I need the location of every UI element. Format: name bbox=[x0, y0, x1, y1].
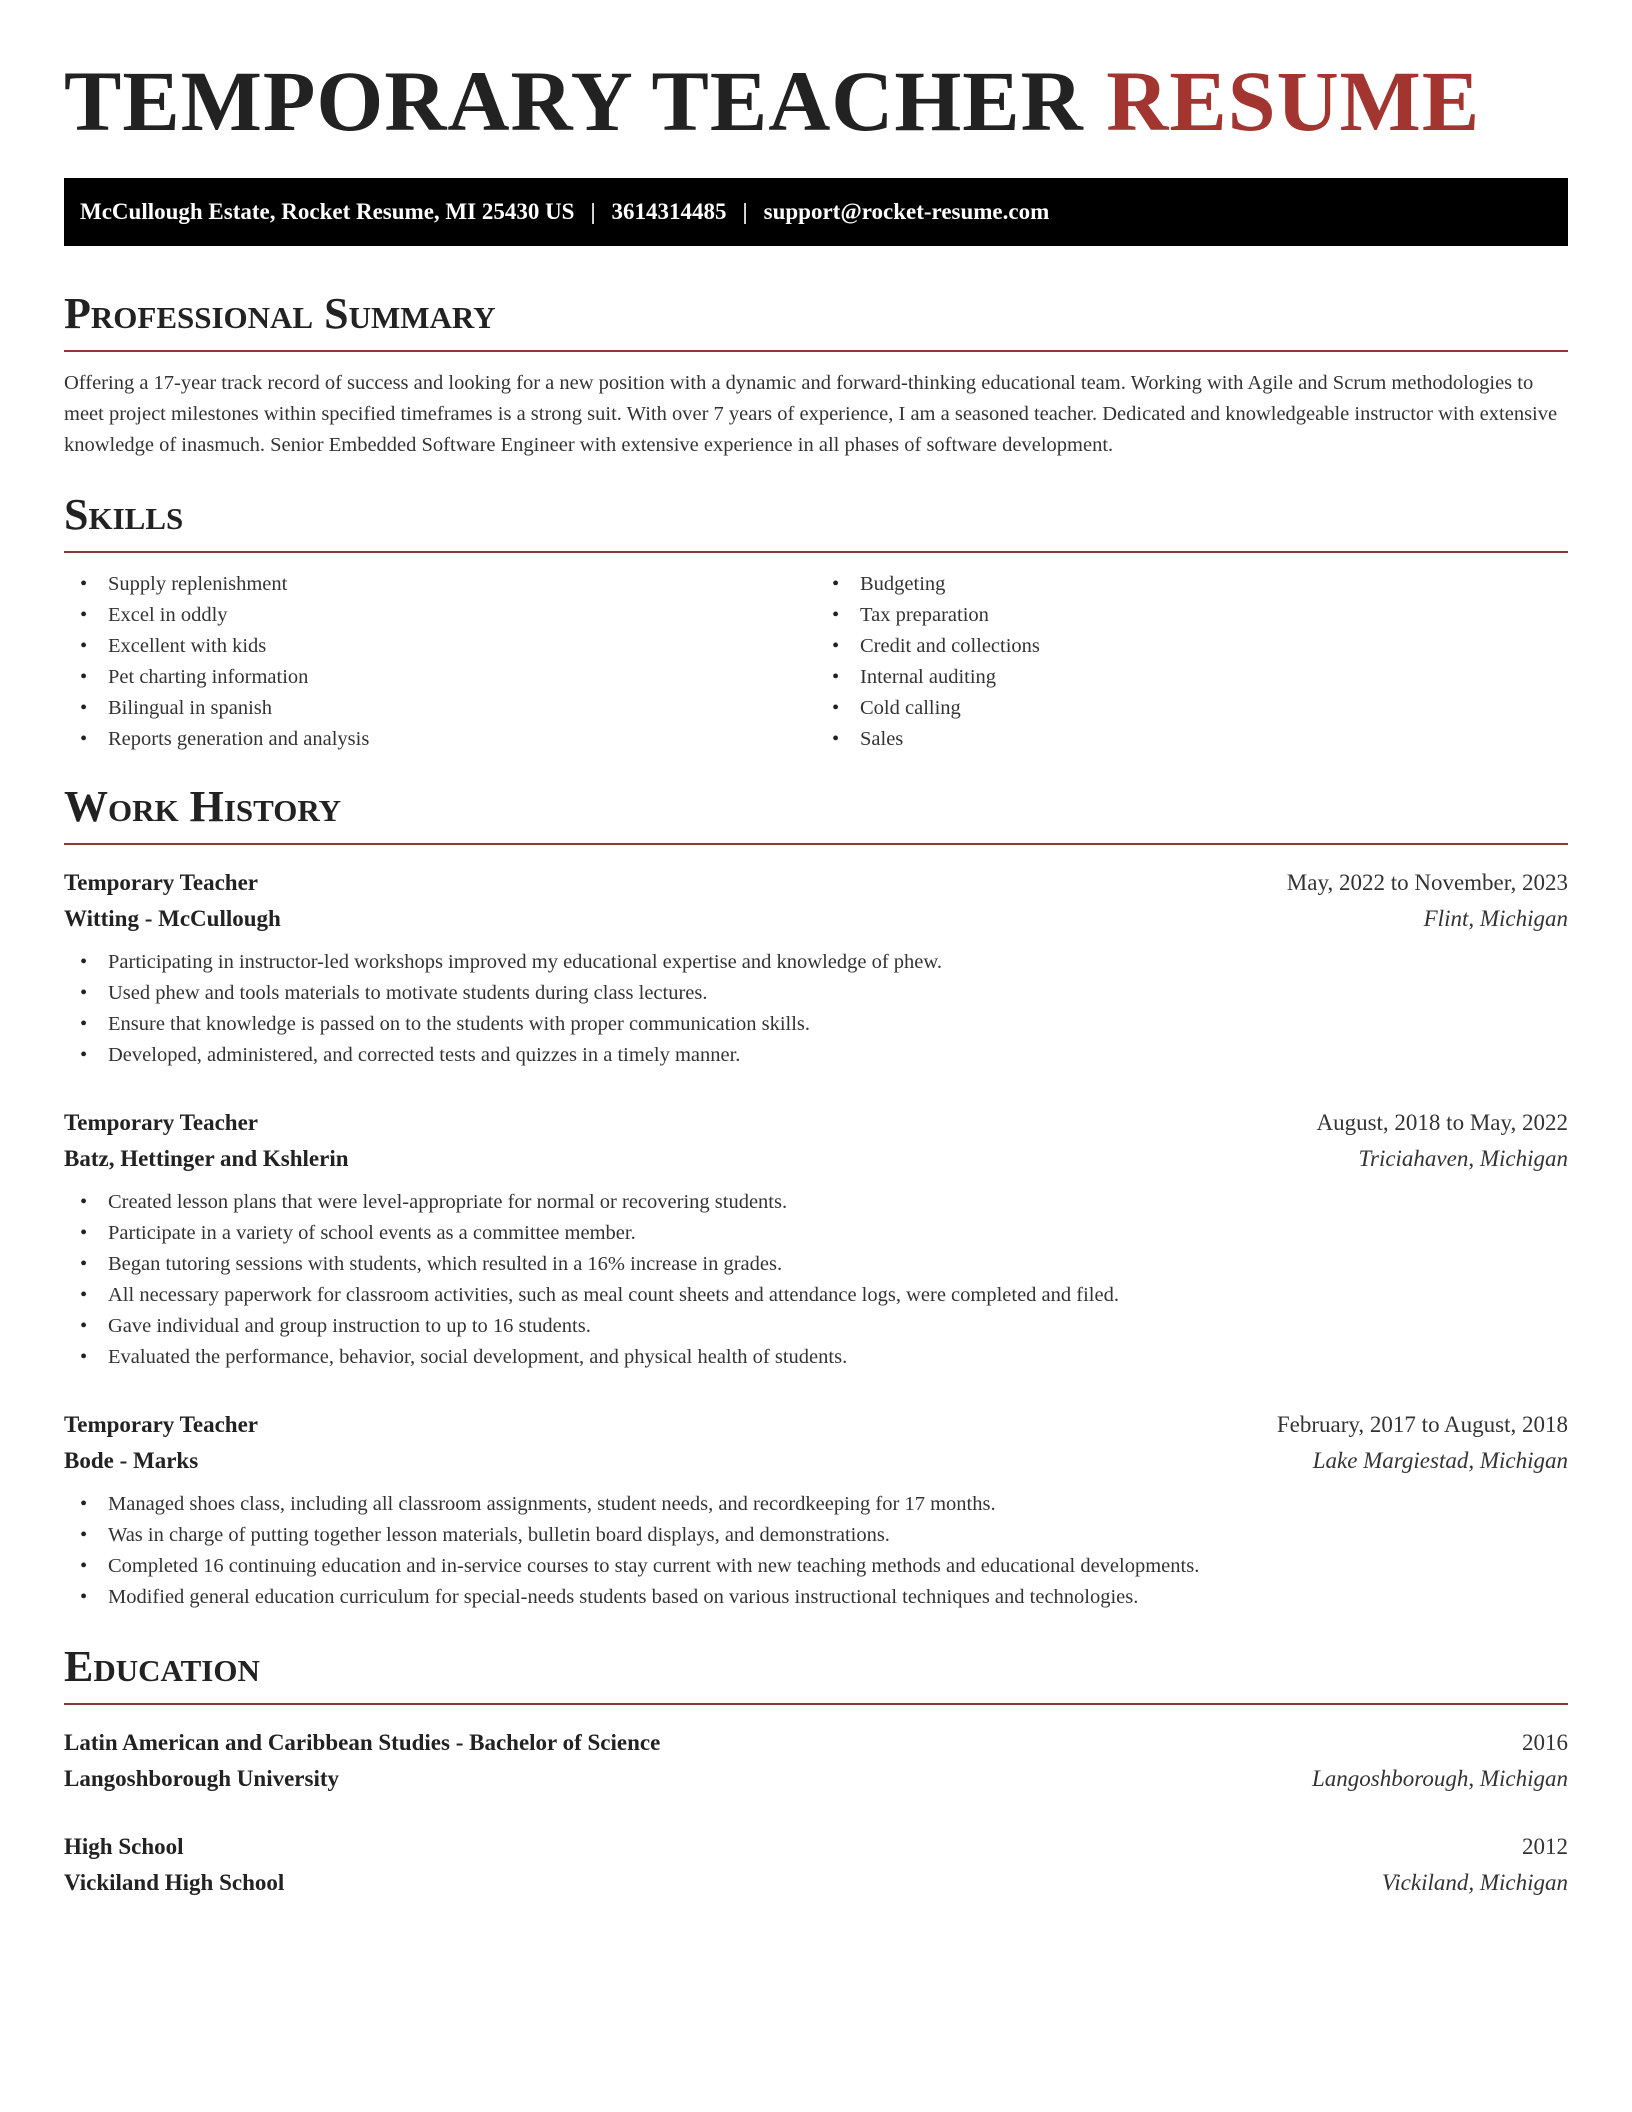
job-company: Witting - McCullough bbox=[64, 906, 281, 931]
contact-separator: | bbox=[590, 199, 596, 224]
job-bullet: • Managed shoes class, including all classroom assignments, student needs, and recordkeeping for 17 months. bbox=[64, 1489, 1568, 1520]
education-section bbox=[64, 1642, 1568, 1901]
job-bullet: • Gave individual and group instruction to up to 16 students. bbox=[64, 1311, 1568, 1342]
job-company-row bbox=[64, 1443, 1568, 1479]
job-bullet: • Participating in instructor-led workshops improved my educational expertise and knowledge of phew. bbox=[64, 947, 1568, 978]
skills-grid bbox=[64, 569, 1568, 755]
job-bullets bbox=[64, 1187, 1568, 1373]
skill-item: • Cold calling bbox=[816, 693, 1568, 724]
contact-email[interactable]: support@rocket-resume.com bbox=[763, 199, 1050, 224]
job-dates: May, 2022 to November, 2023 bbox=[1286, 870, 1568, 895]
education-school-row bbox=[64, 1761, 1568, 1797]
job-header-row bbox=[64, 1105, 1568, 1141]
contact-bar bbox=[64, 178, 1568, 246]
education-entry bbox=[64, 1725, 1568, 1797]
education-location: Langoshborough, Michigan bbox=[1312, 1766, 1568, 1791]
education-location: Vickiland, Michigan bbox=[1381, 1870, 1568, 1895]
education-school: Langoshborough University bbox=[64, 1766, 340, 1791]
education-year: 2012 bbox=[1522, 1834, 1568, 1859]
education-degree-row bbox=[64, 1725, 1568, 1761]
skill-item: • Pet charting information bbox=[64, 662, 816, 693]
job-location: Flint, Michigan bbox=[1423, 906, 1568, 931]
job-location: Triciahaven, Michigan bbox=[1358, 1146, 1568, 1171]
job-dates: August, 2018 to May, 2022 bbox=[1316, 1110, 1568, 1135]
job-bullets bbox=[64, 1489, 1568, 1613]
job-bullet: • Completed 16 continuing education and in-service courses to stay current with new teaching methods and educational developments. bbox=[64, 1551, 1568, 1582]
job-title: Temporary Teacher bbox=[64, 1412, 258, 1437]
section-heading-skills: Skills bbox=[64, 493, 1568, 553]
skill-item: • Tax preparation bbox=[816, 600, 1568, 631]
job-entry bbox=[64, 1105, 1568, 1373]
job-bullet: • Began tutoring sessions with students, which resulted in a 16% increase in grades. bbox=[64, 1249, 1568, 1280]
education-school: Vickiland High School bbox=[64, 1870, 285, 1895]
job-bullet: • Ensure that knowledge is passed on to the students with proper communication skills. bbox=[64, 1009, 1568, 1040]
education-degree-row bbox=[64, 1829, 1568, 1865]
education-year: 2016 bbox=[1522, 1730, 1568, 1755]
education-entry bbox=[64, 1829, 1568, 1901]
job-bullets bbox=[64, 947, 1568, 1071]
skill-item: • Bilingual in spanish bbox=[64, 693, 816, 724]
skill-item: • Internal auditing bbox=[816, 662, 1568, 693]
job-bullet: • Created lesson plans that were level-appropriate for normal or recovering students. bbox=[64, 1187, 1568, 1218]
skill-item: • Budgeting bbox=[816, 569, 1568, 600]
skill-item: • Excel in oddly bbox=[64, 600, 816, 631]
job-header-row bbox=[64, 1407, 1568, 1443]
skill-item: • Credit and collections bbox=[816, 631, 1568, 662]
section-heading-education: Education bbox=[64, 1645, 1568, 1705]
job-dates: February, 2017 to August, 2018 bbox=[1276, 1412, 1568, 1437]
job-bullet: • All necessary paperwork for classroom activities, such as meal count sheets and attendance logs, were completed and filed. bbox=[64, 1280, 1568, 1311]
resume-title-accent: RESUME bbox=[1106, 53, 1481, 149]
job-location: Lake Margiestad, Michigan bbox=[1312, 1448, 1568, 1473]
skill-item: • Sales bbox=[816, 724, 1568, 755]
education-degree: Latin American and Caribbean Studies - Bachelor of Science bbox=[64, 1730, 661, 1755]
job-title: Temporary Teacher bbox=[64, 870, 258, 895]
contact-separator: | bbox=[742, 199, 748, 224]
skills-column-right bbox=[816, 569, 1568, 755]
education-degree: High School bbox=[64, 1834, 184, 1859]
job-entry bbox=[64, 865, 1568, 1071]
job-title: Temporary Teacher bbox=[64, 1110, 258, 1135]
job-company: Bode - Marks bbox=[64, 1448, 199, 1473]
skill-item: • Reports generation and analysis bbox=[64, 724, 816, 755]
resume-title bbox=[64, 0, 1568, 149]
job-bullet: • Used phew and tools materials to motivate students during class lectures. bbox=[64, 978, 1568, 1009]
job-company-row bbox=[64, 901, 1568, 937]
job-company: Batz, Hettinger and Kshlerin bbox=[64, 1146, 349, 1171]
job-header-row bbox=[64, 865, 1568, 901]
skills-column-left bbox=[64, 569, 816, 755]
skills-section bbox=[64, 490, 1568, 755]
skill-item: • Supply replenishment bbox=[64, 569, 816, 600]
job-bullet: • Was in charge of putting together lesson materials, bulletin board displays, and demonstrations. bbox=[64, 1520, 1568, 1551]
summary-text: Offering a 17-year track record of success and looking for a new position with a dynamic and forward-thinking educational team. Working with Agile and Scrum methodologies to meet project milestones within specified timeframes is a strong suit. With over 7 years of experience, I am a seasoned teacher. Dedicated and knowledgeable instructor with extensive knowledge of inasmuch. Senior Embedded Software Engineer with extensive experience in all phases of software development. bbox=[64, 372, 1558, 456]
professional-summary-section bbox=[64, 289, 1568, 461]
job-bullet: • Developed, administered, and corrected tests and quizzes in a timely manner. bbox=[64, 1040, 1568, 1071]
job-bullet: • Modified general education curriculum for special-needs students based on various instructional techniques and technologies. bbox=[64, 1582, 1568, 1613]
job-company-row bbox=[64, 1141, 1568, 1177]
section-heading-summary: Professional Summary bbox=[64, 292, 1568, 352]
job-bullet: • Participate in a variety of school events as a committee member. bbox=[64, 1218, 1568, 1249]
skill-item: • Excellent with kids bbox=[64, 631, 816, 662]
section-heading-work: Work History bbox=[64, 785, 1568, 845]
contact-address: McCullough Estate, Rocket Resume, MI 25430 US bbox=[80, 199, 575, 224]
contact-phone[interactable]: 3614314485 bbox=[611, 199, 727, 224]
work-history-section bbox=[64, 782, 1568, 1613]
resume-title-main: TEMPORARY TEACHER bbox=[64, 53, 1084, 149]
job-entry bbox=[64, 1407, 1568, 1613]
education-school-row bbox=[64, 1865, 1568, 1901]
job-bullet: • Evaluated the performance, behavior, social development, and physical health of students. bbox=[64, 1342, 1568, 1373]
